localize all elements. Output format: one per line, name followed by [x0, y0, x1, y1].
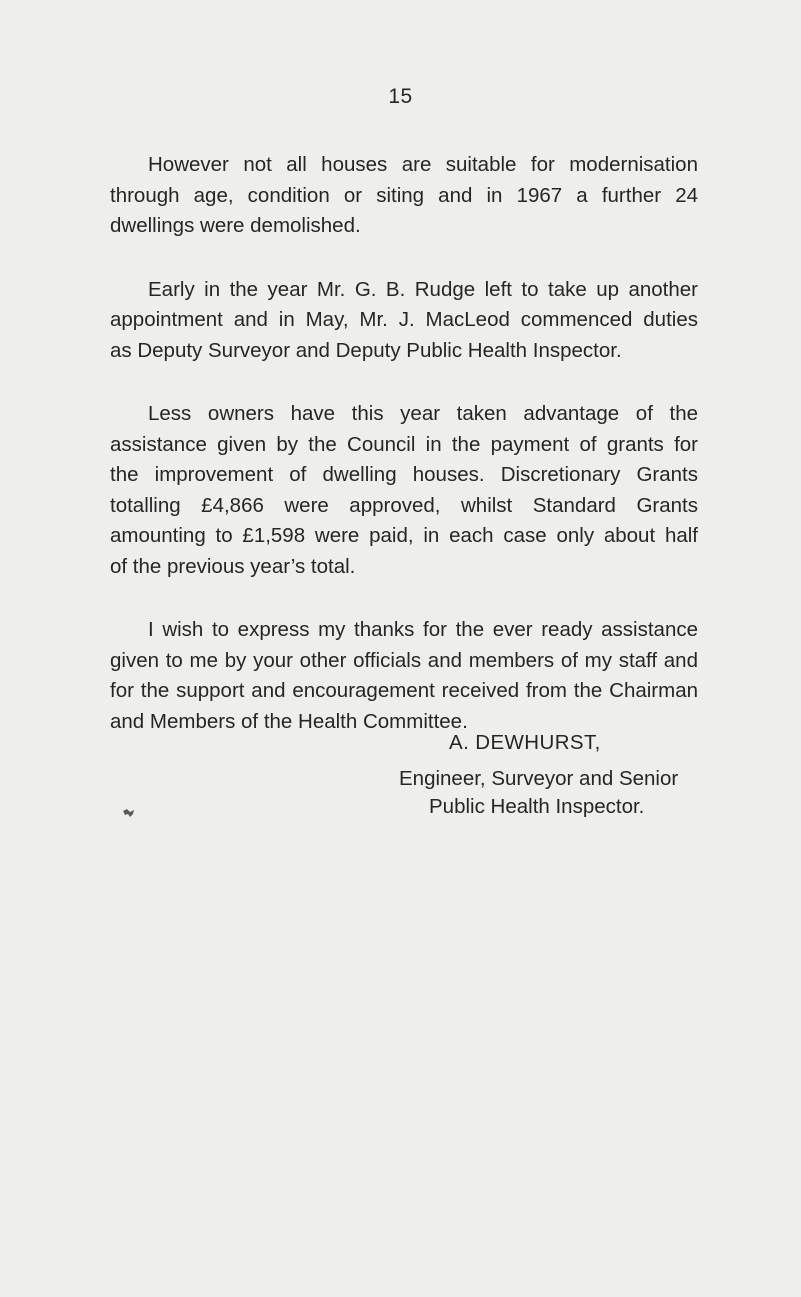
text-line: dwellings were demolished. [110, 214, 361, 237]
paragraph-demolitions [110, 150, 698, 242]
text-line: I wish to express my thanks for the ever ready assistance [148, 618, 698, 641]
text-line: given to me by your other officials and members of my staff and [110, 648, 698, 672]
text-line: assistance given by the Council in the payment of grants for [110, 432, 698, 456]
text-line: for the support and encouragement received from the Chairman [110, 679, 698, 702]
text-line: as Deputy Surveyor and Deputy Public Health Inspector. [110, 338, 622, 362]
text-line: However not all houses are suitable for modernisation [148, 153, 698, 176]
text-line: of the previous year’s total. [110, 554, 356, 578]
signatory-title-line-2: Public Health Inspector. [429, 795, 645, 818]
page-number: 15 [388, 85, 413, 108]
body-text [110, 150, 698, 770]
text-line: amounting to £1,598 were paid, in each case only about half [110, 524, 698, 547]
text-line: the improvement of dwelling houses. Discretionary Grants [110, 463, 698, 486]
ink-blot-mark [122, 807, 136, 819]
text-line: Early in the year Mr. G. B. Rudge left to take up another [148, 277, 698, 301]
paragraph-grants [110, 399, 698, 582]
text-line: appointment and in May, Mr. J. MacLeod commenced duties [110, 308, 698, 331]
text-line: and Members of the Health Committee. [110, 709, 468, 733]
paragraph-staff-changes [110, 275, 698, 367]
signatory-name: A. DEWHURST, [449, 731, 601, 754]
signatory-title-line-1: Engineer, Surveyor and Senior [399, 767, 679, 790]
text-line: Less owners have this year taken advantage of the [148, 402, 698, 425]
paragraph-thanks [110, 615, 698, 737]
text-line: totalling £4,866 were approved, whilst Standard Grants [110, 493, 698, 517]
text-line: through age, condition or siting and in 1967 a further 24 [110, 183, 698, 207]
